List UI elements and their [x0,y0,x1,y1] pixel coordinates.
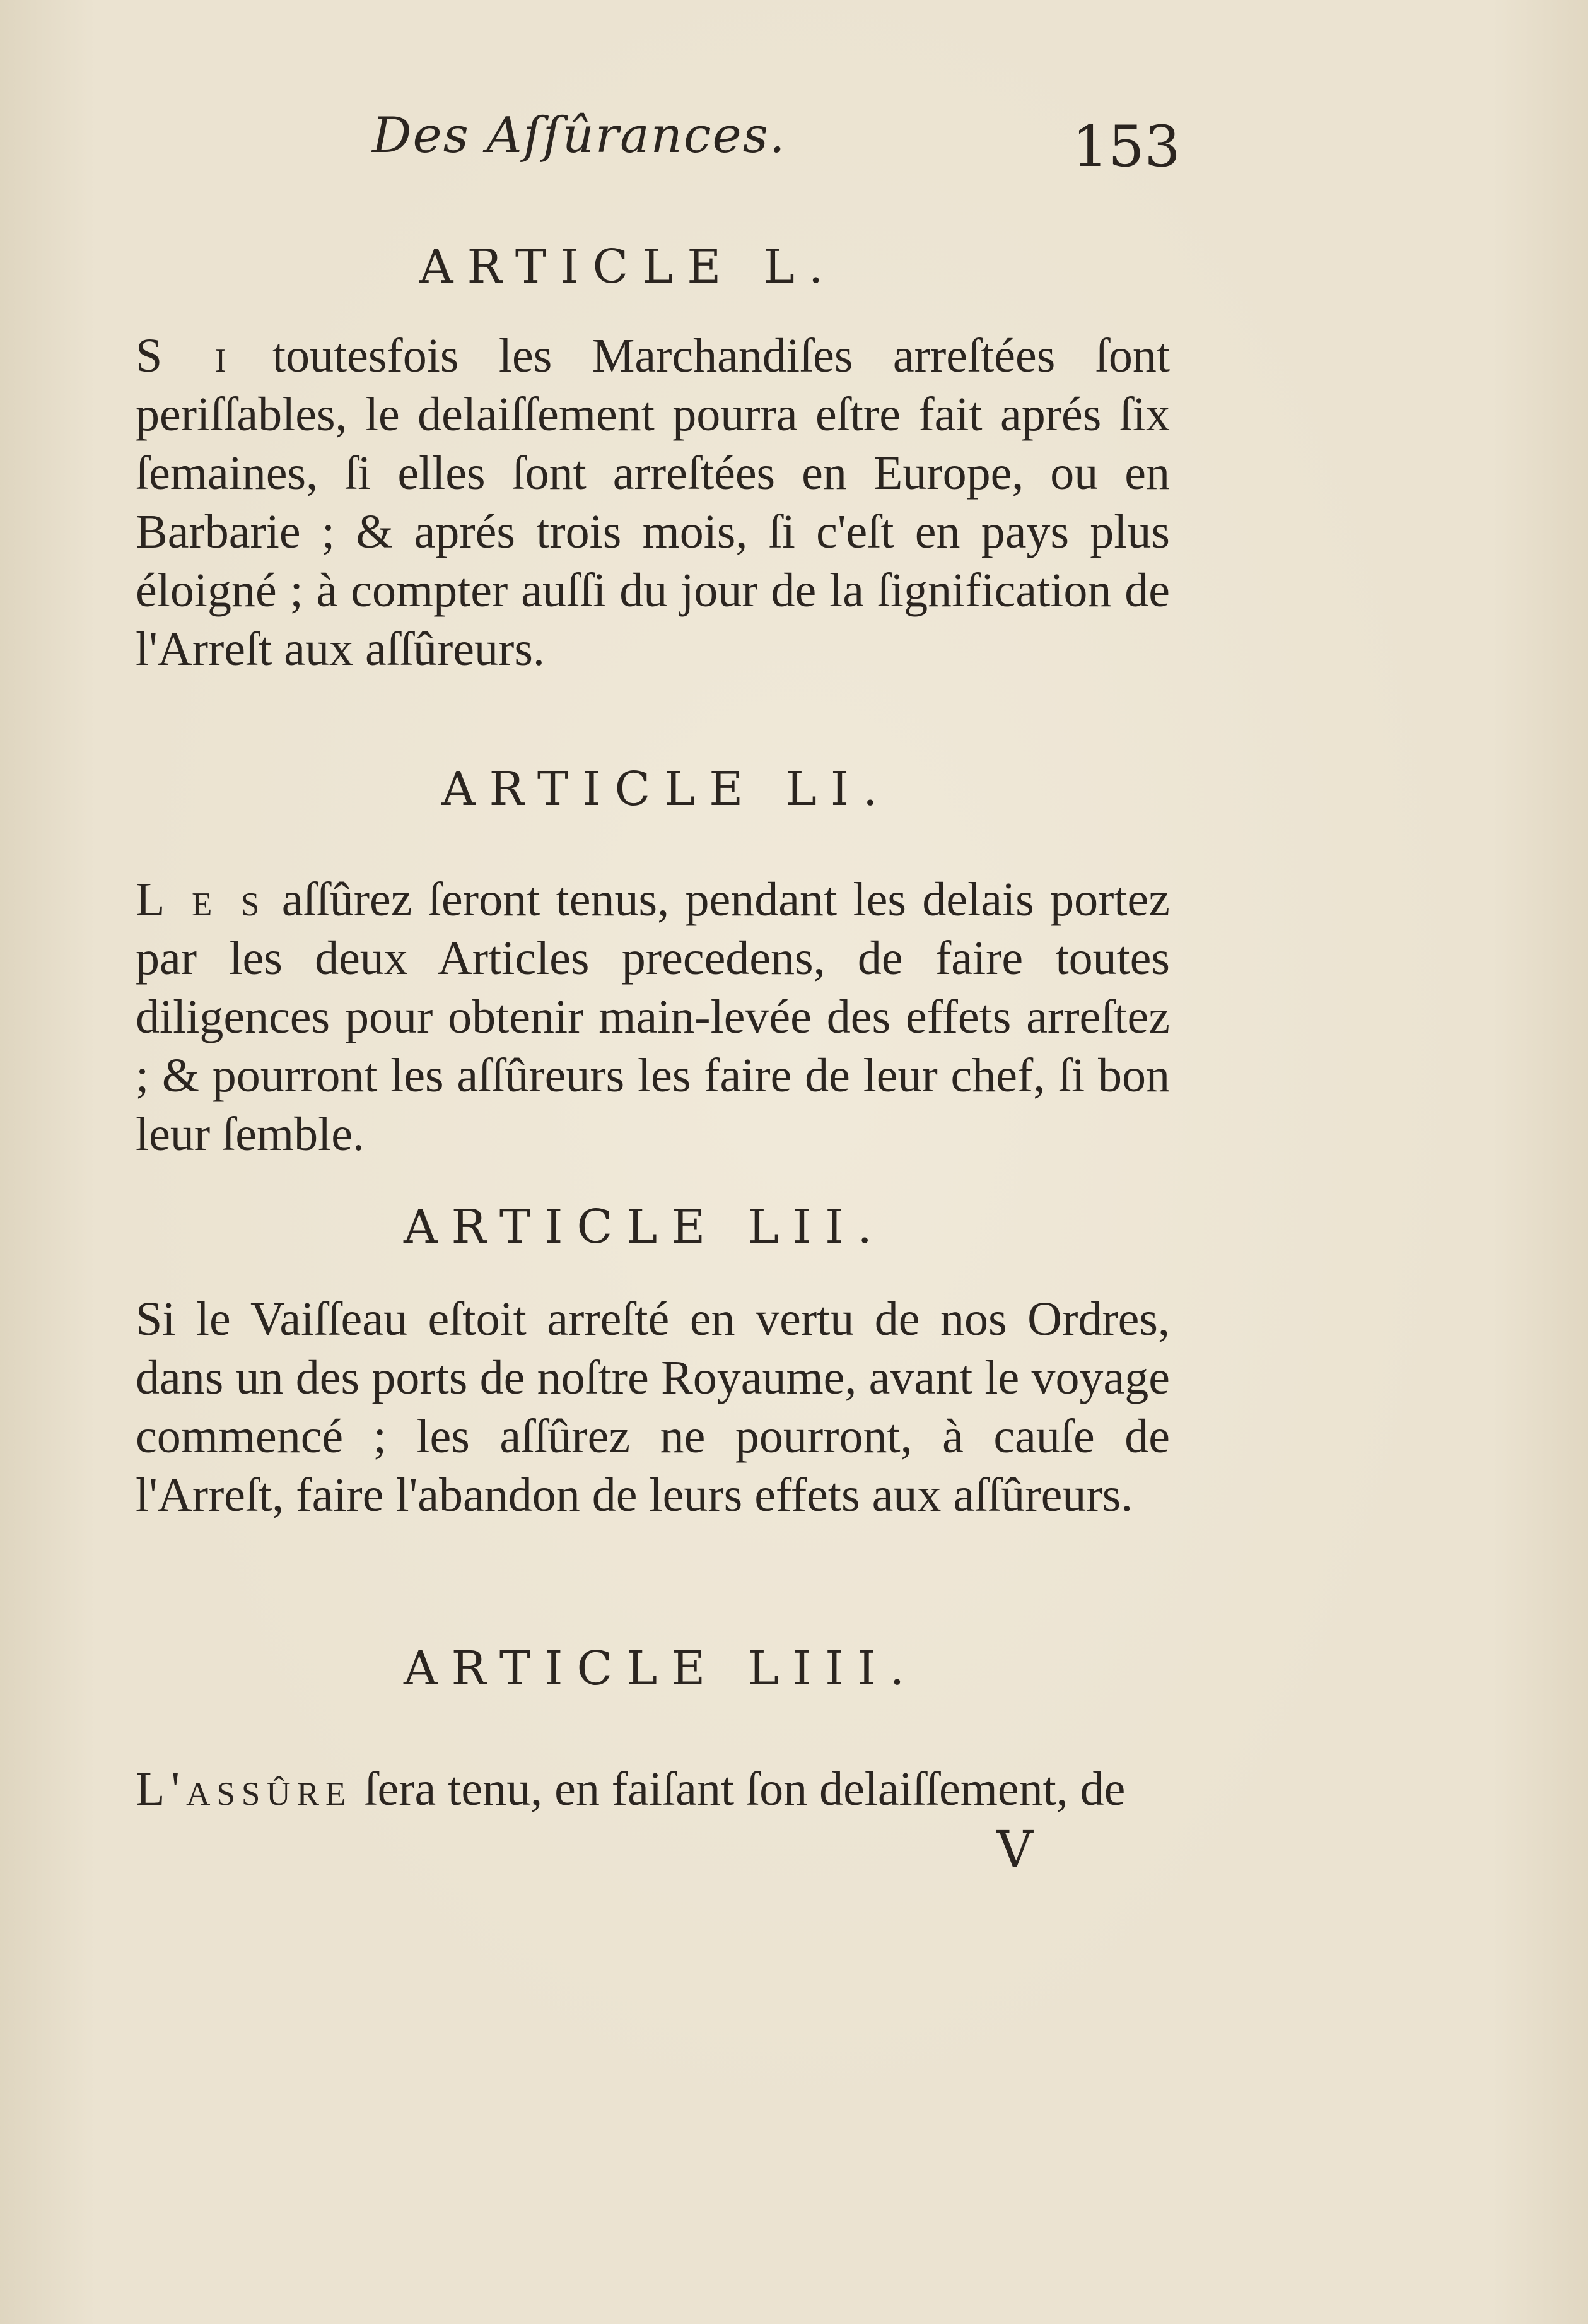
article-lead-word: L'assûre [136,1763,353,1816]
article-text: le Vaiſſeau eſtoit arreſté en vertu de nos Ordres, dans un des ports de noſtre Royaume, avant le voyage commencé ; les aſſûrez ne pourront, à cauſe de l'Arreſt, faire l'abandon de leurs effets aux aſſûreurs. [136,1293,1170,1522]
signature-mark: V [996,1820,1033,1879]
article-heading: ARTICLE LI. [441,762,892,816]
article-text: toutesfois les Marchandiſes arreſtées ſont periſſables, le delaiſſement pourra eſtre fait aprés ſix ſemaines, ſi elles ſont arreſtées en Europe, ou en Barbarie ; & aprés trois mois, ſi c'eſt en pays plus éloigné ; à compter auſſi du jour de la ſignification de l'Arreſt aux aſſûreurs. [136,329,1170,676]
article-text: ſera tenu, en faiſant ſon delaiſſement, de [352,1763,1126,1816]
article-lead-word: Si [136,1293,176,1346]
article-lead-word: S i [136,329,233,382]
running-head: Des Aſſûrances. [372,107,786,164]
page-number: 153 [1072,114,1181,180]
article-paragraph [136,1760,1170,1819]
article-heading: ARTICLE LII. [404,1200,886,1254]
article-heading: ARTICLE LIII. [404,1641,919,1696]
article-text: aſſûrez ſeront tenus, pendant les delais portez par les deux Articles precedens, de faire toutes diligences pour obtenir main-levée des effets arreſtez ; & pourront les aſſûreurs les faire de leur chef, ſi bon leur ſemble. [136,873,1170,1161]
article-paragraph [136,327,1170,679]
article-paragraph [136,1290,1170,1525]
article-lead-word: L e s [136,873,266,926]
article-heading: ARTICLE L. [419,240,838,294]
article-paragraph [136,871,1170,1164]
